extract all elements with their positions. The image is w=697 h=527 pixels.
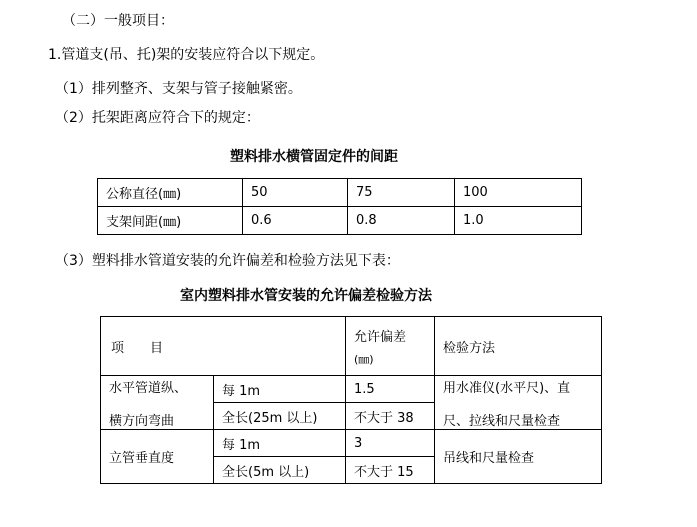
section-heading: （二）一般项目： bbox=[62, 13, 174, 29]
sub-item-2: （2）托架距离应符合下的规定： bbox=[55, 110, 260, 126]
table-cell: 每 1m bbox=[214, 430, 346, 457]
table-row bbox=[98, 207, 582, 235]
tolerance-table bbox=[100, 316, 602, 484]
table-header-row bbox=[101, 317, 602, 376]
sub-item-3: （3）塑料排水管道安装的允许偏差和检验方法见下表： bbox=[55, 253, 400, 269]
table-cell: 50 bbox=[243, 179, 348, 207]
item-1: 1.管道支(吊、托)架的安装应符合以下规定。 bbox=[48, 47, 325, 63]
group2-name: 立管垂直度 bbox=[101, 430, 214, 484]
table-row bbox=[101, 430, 602, 457]
header-tolerance bbox=[346, 317, 435, 376]
table-cell: 全长(5m 以上) bbox=[214, 457, 346, 484]
table2-title: 室内塑料排水管安装的允许偏差检验方法 bbox=[180, 288, 432, 304]
table-cell: 不大于 15 bbox=[346, 457, 435, 484]
sub-item-1: （1）排列整齐、支架与管子接触紧密。 bbox=[55, 81, 302, 97]
table-cell: 全长(25m 以上) bbox=[214, 403, 346, 430]
group1-name: 水平管道纵、 横方向弯曲 bbox=[101, 376, 214, 430]
table-cell: 支架间距(㎜) bbox=[98, 207, 243, 235]
header-method: 检验方法 bbox=[435, 317, 602, 376]
table-row bbox=[101, 376, 602, 403]
table-row bbox=[98, 179, 582, 207]
header-tolerance-line1: 允许偏差 bbox=[354, 329, 407, 345]
table-cell: 3 bbox=[346, 430, 435, 457]
table-cell: 公称直径(㎜) bbox=[98, 179, 243, 207]
table-cell: 每 1m bbox=[214, 376, 346, 403]
spacing-table bbox=[97, 178, 582, 235]
header-item: 项 目 bbox=[101, 317, 346, 376]
table1-title: 塑料排水横管固定件的间距 bbox=[230, 149, 398, 165]
table-cell: 1.0 bbox=[455, 207, 582, 235]
header-tolerance-line2: (㎜) bbox=[354, 352, 374, 366]
table-cell: 1.5 bbox=[346, 376, 435, 403]
table-cell: 0.6 bbox=[243, 207, 348, 235]
table-cell: 不大于 38 bbox=[346, 403, 435, 430]
table-cell: 100 bbox=[455, 179, 582, 207]
table-cell: 75 bbox=[348, 179, 455, 207]
group1-method: 用水准仪(水平尺)、直 尺、拉线和尺量检查 bbox=[435, 376, 602, 430]
group2-method: 吊线和尺量检查 bbox=[435, 430, 602, 484]
table-cell: 0.8 bbox=[348, 207, 455, 235]
